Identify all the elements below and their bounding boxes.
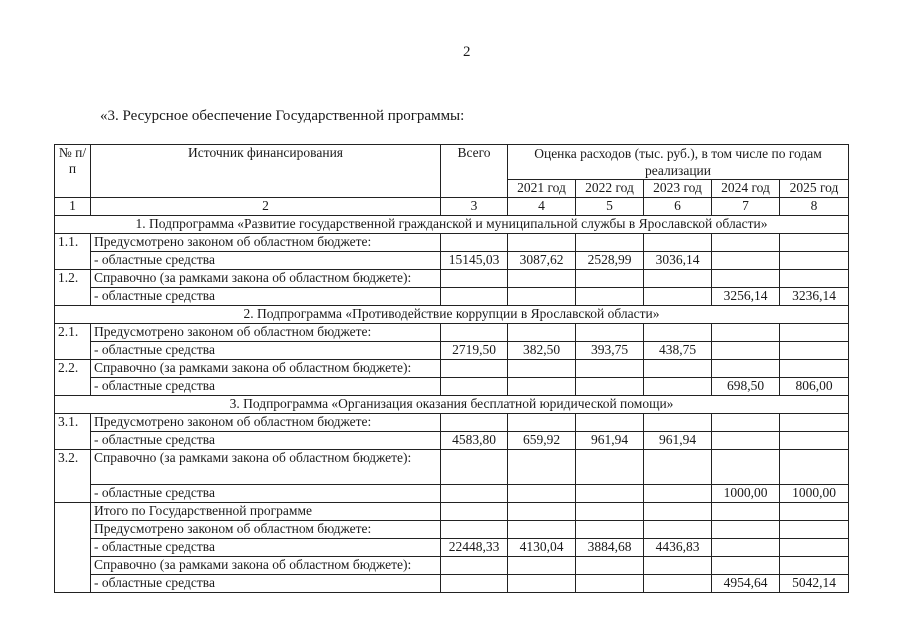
value-cell [712,252,780,270]
value-cell: 15145,03 [441,252,508,270]
row-label: Предусмотрено законом об областном бюджете: [91,324,441,342]
table-row [55,342,849,360]
value-cell: 4130,04 [508,539,576,557]
header-source: Источник финансирования [91,145,441,198]
value-cell [712,432,780,450]
table-row [55,432,849,450]
table-row [55,521,849,539]
table-row [55,252,849,270]
value-cell: 4436,83 [644,539,712,557]
row-number: 3.1. [55,414,91,450]
subprogram-title-row [55,306,849,324]
value-cell: 961,94 [644,432,712,450]
subprogram-title: 1. Подпрограмма «Развитие государственной гражданской и муниципальной службы в Ярославской области» [55,216,849,234]
row-number: 3.2. [55,450,91,503]
value-cell: 393,75 [576,342,644,360]
value-cell [441,378,508,396]
value-cell [576,485,644,503]
value-cell: 22448,33 [441,539,508,557]
header-year: 2024 год [712,180,780,198]
header-estimate: Оценка расходов (тыс. руб.), в том числе по годам реализации [508,145,849,180]
totals-title-row [55,503,849,521]
table-row [55,324,849,342]
value-cell [576,575,644,593]
table-row [55,234,849,252]
header-num: № п/п [55,145,91,198]
row-number: 2.2. [55,360,91,396]
budget-table [54,144,849,593]
value-cell: 3087,62 [508,252,576,270]
value-cell: 698,50 [712,378,780,396]
value-cell: 438,75 [644,342,712,360]
value-cell [780,539,849,557]
row-label: Предусмотрено законом об областном бюджете: [91,234,441,252]
header-year: 2025 год [780,180,849,198]
row-number: 2.1. [55,324,91,360]
page-number: 2 [463,44,471,60]
value-cell [644,485,712,503]
table-row [55,414,849,432]
table-row [55,450,849,485]
header-row [55,145,849,180]
subprogram-title-row [55,396,849,414]
value-cell: 5042,14 [780,575,849,593]
column-number: 5 [576,198,644,216]
column-number: 7 [712,198,780,216]
column-number: 8 [780,198,849,216]
value-cell [508,288,576,306]
totals-num-cell [55,503,91,593]
value-cell [780,342,849,360]
value-cell [576,378,644,396]
value-cell: 4954,64 [712,575,780,593]
header-total: Всего [441,145,508,198]
value-cell: 1000,00 [780,485,849,503]
value-cell: 3036,14 [644,252,712,270]
value-cell: 2719,50 [441,342,508,360]
row-sub-label: - областные средства [91,485,441,503]
section-title: «3. Ресурсное обеспечение Государственной программы: [100,108,465,124]
table-row [55,575,849,593]
column-number: 1 [55,198,91,216]
row-sub-label: - областные средства [91,342,441,360]
row-label: Предусмотрено законом об областном бюджете: [91,414,441,432]
value-cell: 2528,99 [576,252,644,270]
header-year: 2022 год [576,180,644,198]
row-label: Справочно (за рамками закона об областном бюджете): [91,557,441,575]
value-cell: 659,92 [508,432,576,450]
value-cell [780,432,849,450]
row-label: Предусмотрено законом об областном бюджете: [91,521,441,539]
header-year: 2021 год [508,180,576,198]
value-cell: 3884,68 [576,539,644,557]
value-cell [644,378,712,396]
row-number: 1.1. [55,234,91,270]
table-row [55,557,849,575]
row-sub-label: - областные средства [91,539,441,557]
header-year: 2023 год [644,180,712,198]
subprogram-title: 3. Подпрограмма «Организация оказания бесплатной юридической помощи» [55,396,849,414]
value-cell [441,485,508,503]
value-cell [644,288,712,306]
value-cell: 3256,14 [712,288,780,306]
value-cell: 3236,14 [780,288,849,306]
table-row [55,360,849,378]
row-sub-label: - областные средства [91,432,441,450]
value-cell [508,378,576,396]
column-number-row [55,198,849,216]
value-cell [712,342,780,360]
value-cell: 961,94 [576,432,644,450]
table-row [55,378,849,396]
column-number: 4 [508,198,576,216]
totals-title: Итого по Государственной программе [91,503,441,521]
table-row [55,539,849,557]
value-cell [441,575,508,593]
subprogram-title-row [55,216,849,234]
value-cell [441,288,508,306]
row-sub-label: - областные средства [91,252,441,270]
value-cell [508,575,576,593]
table-row [55,485,849,503]
row-label: Справочно (за рамками закона об областном бюджете): [91,360,441,378]
row-sub-label: - областные средства [91,288,441,306]
value-cell: 806,00 [780,378,849,396]
value-cell [508,485,576,503]
value-cell [780,252,849,270]
column-number: 2 [91,198,441,216]
row-label: Справочно (за рамками закона об областном бюджете): [91,450,441,485]
value-cell: 4583,80 [441,432,508,450]
table-row [55,270,849,288]
column-number: 3 [441,198,508,216]
value-cell: 382,50 [508,342,576,360]
column-number: 6 [644,198,712,216]
value-cell [644,575,712,593]
row-label: Справочно (за рамками закона об областном бюджете): [91,270,441,288]
value-cell [576,288,644,306]
value-cell [712,539,780,557]
value-cell: 1000,00 [712,485,780,503]
table-row [55,288,849,306]
subprogram-title: 2. Подпрограмма «Противодействие коррупции в Ярославской области» [55,306,849,324]
row-sub-label: - областные средства [91,378,441,396]
row-sub-label: - областные средства [91,575,441,593]
row-number: 1.2. [55,270,91,306]
